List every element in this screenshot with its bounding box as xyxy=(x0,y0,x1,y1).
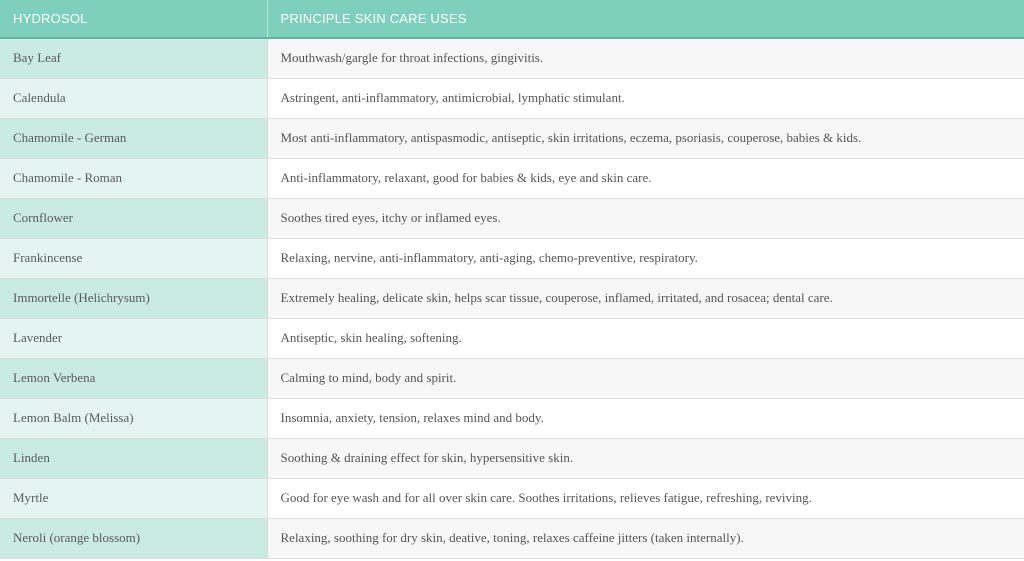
hydrosol-uses: Anti-inflammatory, relaxant, good for babies & kids, eye and skin care. xyxy=(267,158,1024,198)
hydrosol-uses: Astringent, anti-inflammatory, antimicrobial, lymphatic stimulant. xyxy=(267,78,1024,118)
table-row xyxy=(0,278,1024,318)
table-row xyxy=(0,398,1024,438)
hydrosol-name: Frankincense xyxy=(0,238,267,278)
hydrosol-name: Lemon Verbena xyxy=(0,358,267,398)
hydrosol-name: Lemon Balm (Melissa) xyxy=(0,398,267,438)
hydrosol-name: Calendula xyxy=(0,78,267,118)
table-row xyxy=(0,438,1024,478)
hydrosol-name: Bay Leaf xyxy=(0,38,267,78)
hydrosol-uses: Insomnia, anxiety, tension, relaxes mind and body. xyxy=(267,398,1024,438)
table-row xyxy=(0,38,1024,78)
hydrosol-uses: Good for eye wash and for all over skin care. Soothes irritations, relieves fatigue, refreshing, reviving. xyxy=(267,478,1024,518)
table-row xyxy=(0,78,1024,118)
hydrosol-name: Neroli (orange blossom) xyxy=(0,518,267,558)
hydrosol-uses: Soothing & draining effect for skin, hypersensitive skin. xyxy=(267,438,1024,478)
table-header xyxy=(0,0,1024,38)
header-uses: PRINCIPLE SKIN CARE USES xyxy=(267,0,1024,38)
hydrosol-uses: Mouthwash/gargle for throat infections, gingivitis. xyxy=(267,38,1024,78)
table-body xyxy=(0,38,1024,558)
hydrosol-name: Immortelle (Helichrysum) xyxy=(0,278,267,318)
table-row xyxy=(0,478,1024,518)
table-row xyxy=(0,318,1024,358)
table-row xyxy=(0,238,1024,278)
table-row xyxy=(0,198,1024,238)
table-row xyxy=(0,358,1024,398)
hydrosol-name: Cornflower xyxy=(0,198,267,238)
header-row xyxy=(0,0,1024,38)
hydrosol-uses: Antiseptic, skin healing, softening. xyxy=(267,318,1024,358)
hydrosol-uses: Extremely healing, delicate skin, helps scar tissue, couperose, inflamed, irritated, and rosacea; dental care. xyxy=(267,278,1024,318)
hydrosol-uses: Relaxing, soothing for dry skin, deative, toning, relaxes caffeine jitters (taken internally). xyxy=(267,518,1024,558)
hydrosol-uses: Calming to mind, body and spirit. xyxy=(267,358,1024,398)
hydrosol-name: Myrtle xyxy=(0,478,267,518)
hydrosol-uses: Soothes tired eyes, itchy or inflamed eyes. xyxy=(267,198,1024,238)
table-row xyxy=(0,518,1024,558)
header-hydrosol: HYDROSOL xyxy=(0,0,267,38)
hydrosol-uses: Most anti-inflammatory, antispasmodic, antiseptic, skin irritations, eczema, psoriasis, couperose, babies & kids. xyxy=(267,118,1024,158)
table-row xyxy=(0,118,1024,158)
hydrosol-name: Lavender xyxy=(0,318,267,358)
hydrosol-name: Linden xyxy=(0,438,267,478)
hydrosol-uses: Relaxing, nervine, anti-inflammatory, anti-aging, chemo-preventive, respiratory. xyxy=(267,238,1024,278)
table-row xyxy=(0,158,1024,198)
hydrosol-name: Chamomile - German xyxy=(0,118,267,158)
hydrosol-name: Chamomile - Roman xyxy=(0,158,267,198)
